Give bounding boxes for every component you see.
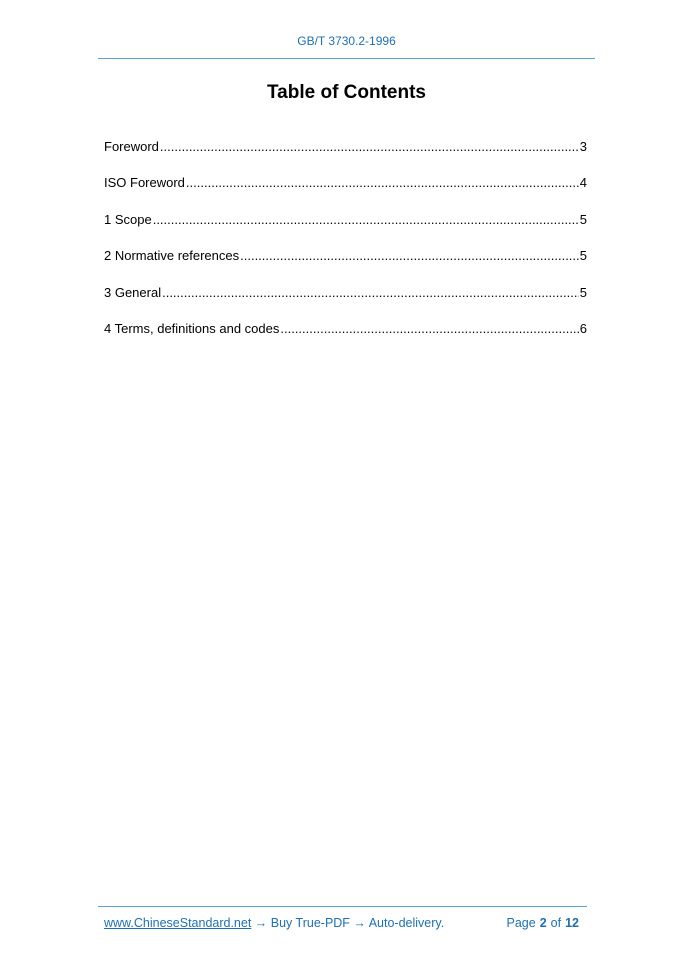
toc-dot-leader — [153, 211, 579, 229]
toc-entry-label: 3 General — [104, 284, 162, 300]
toc-heading: Table of Contents — [266, 82, 427, 103]
toc-entry-foreword[interactable] — [104, 138, 587, 174]
total-page-number: 12 — [565, 916, 579, 930]
toc-entry-general[interactable] — [104, 284, 587, 320]
toc-entry-label: 4 Terms, definitions and codes — [104, 320, 280, 336]
toc-entry-label: 1 Scope — [104, 211, 152, 227]
toc-entry-iso-foreword[interactable] — [104, 174, 587, 210]
toc-entry-page: 6 — [579, 320, 587, 336]
header-divider — [98, 58, 595, 59]
header-standard-code: GB/T 3730.2-1996 — [297, 34, 396, 48]
page-indicator — [507, 916, 584, 930]
toc-entry-label: ISO Foreword — [104, 175, 185, 191]
current-page-number: 2 — [539, 916, 547, 930]
toc-dot-leader — [162, 284, 579, 302]
toc-dot-leader — [240, 247, 579, 265]
toc-dot-leader — [160, 138, 579, 156]
toc-dot-leader — [280, 320, 578, 338]
toc-entry-page: 4 — [579, 175, 587, 191]
footer-promo — [104, 916, 444, 930]
page-word: Page — [506, 916, 536, 930]
toc-entry-page: 5 — [579, 248, 587, 264]
footer-tagline: → Buy True-PDF → Auto-delivery. — [251, 916, 445, 930]
toc-entry-scope[interactable] — [104, 211, 587, 247]
toc-entry-label: Foreword — [104, 139, 159, 154]
toc-entry-normative-references[interactable] — [104, 247, 587, 283]
toc-entry-page: 5 — [579, 211, 587, 227]
toc-entry-label: 2 Normative references — [104, 248, 240, 264]
footer-divider — [98, 906, 587, 907]
toc-dot-leader — [186, 174, 579, 192]
site-link[interactable]: www.ChineseStandard.net — [104, 916, 252, 930]
toc-entry-page: 3 — [579, 139, 587, 154]
of-word: of — [550, 916, 562, 930]
toc-entry-page: 5 — [579, 284, 587, 300]
toc-list — [104, 138, 587, 356]
toc-entry-terms-definitions-codes[interactable] — [104, 320, 587, 356]
